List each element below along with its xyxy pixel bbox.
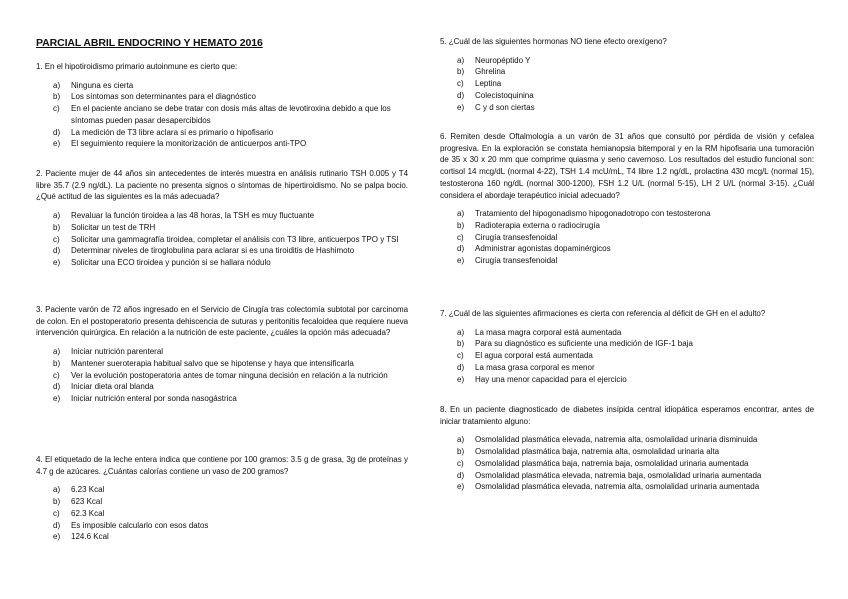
option-c: c) Solicitar una gammagrafía tiroidea, completar el análisis con T3 libre, anticuerpos TPO y TSI bbox=[53, 234, 399, 244]
option-c: c) 62.3 Kcal bbox=[53, 508, 105, 518]
option-e: e) El seguimiento requiere la monitorización de anticuerpos anti-TPO bbox=[53, 139, 307, 149]
option-d: d) Colecistoquinina bbox=[457, 90, 534, 100]
option-d: d) Es imposible calcularlo con esos datos bbox=[53, 520, 209, 530]
option-e: e) Hay una menor capacidad para el ejercicio bbox=[457, 374, 627, 384]
options-list bbox=[440, 327, 814, 386]
option-a: a) Iniciar nutrición parenteral bbox=[53, 347, 164, 357]
question-6 bbox=[440, 131, 814, 267]
options-list bbox=[440, 434, 814, 493]
option-b: b) Para su diagnóstico es suficiente una medición de IGF-1 baja bbox=[457, 339, 693, 349]
question-stem: 2. Paciente mujer de 44 años sin antecedentes de interés muestra en análisis rutinario TSH 0.005 y T4 libre 35.7 (2.9 ng/dL). La paciente no presenta signos o síntomas de hipertiroidismo. No se palpa bocio. ¿Qué actitud de las siguientes es la más adecuada? bbox=[36, 169, 408, 202]
options-list bbox=[36, 484, 408, 543]
option-d: d) Iniciar dieta oral blanda bbox=[53, 382, 154, 392]
option-d: d) Osmolalidad plasmática elevada, natremia baja, osmolalidad urinaria aumentada bbox=[457, 470, 762, 480]
option-d: d) La masa grasa corporal es menor bbox=[457, 362, 595, 372]
option-b: b) Osmolalidad plasmática baja, natremia alta, osmolalidad urinaria alta bbox=[457, 447, 720, 457]
options-list bbox=[36, 80, 408, 150]
option-c: c) El agua corporal está aumentada bbox=[457, 351, 593, 361]
question-2 bbox=[36, 168, 408, 269]
option-a: a) Tratamiento del hipogonadismo hipogonadotropo con testosterona bbox=[457, 209, 711, 219]
question-stem: 1. En el hipotiroidismo primario autoinmune es cierto que: bbox=[36, 62, 238, 71]
option-a: a) Neuropéptido Y bbox=[457, 55, 531, 65]
option-b: b) Ghrelina bbox=[457, 67, 506, 77]
option-e: e) C y d son ciertas bbox=[457, 102, 535, 112]
option-c: c) Cirugía transesfenoidal bbox=[457, 232, 558, 242]
option-c: c) Leptina bbox=[457, 79, 502, 89]
question-1 bbox=[36, 61, 408, 150]
options-list bbox=[36, 210, 408, 269]
options-list bbox=[36, 346, 408, 405]
question-stem: 8. En un paciente diagnosticado de diabetes insípida central idiopática esperamos encontrar, antes de iniciar tratamiento alguno: bbox=[440, 405, 814, 426]
option-b: b) Radioterapia externa o radiocirugía bbox=[457, 220, 600, 230]
option-c: c) Ver la evolución postoperatoria antes de tomar ninguna decisión en relación a la nutrición bbox=[53, 370, 388, 380]
question-stem: 3. Paciente varón de 72 años ingresado en el Servicio de Cirugía tras colectomía subtotal por carcinoma de colon. En el postoperatorio presenta dehiscencia de suturas y peritonitis fecaloidea que requiere nueva intervención quirúrgica. En relación a la nutrición de este paciente, ¿cuáles la opción más adecuada? bbox=[36, 305, 408, 338]
option-c: c) Osmolalidad plasmática baja, natremia baja, osmolalidad urinaria aumentada bbox=[457, 458, 749, 468]
options-list bbox=[440, 208, 814, 267]
option-b: b) Mantener sueroterapia habitual salvo que se hipotense y haya que intensificarla bbox=[53, 358, 354, 368]
option-a: a) La masa magra corporal está aumentada bbox=[457, 327, 622, 337]
option-e: e) 124.6 Kcal bbox=[53, 532, 109, 542]
question-stem: 5. ¿Cuál de las siguientes hormonas NO tiene efecto orexígeno? bbox=[440, 37, 667, 46]
option-b: b) Los síntomas son determinantes para el diagnóstico bbox=[53, 92, 256, 102]
page-title: PARCIAL ABRIL ENDOCRINO Y HEMATO 2016 bbox=[36, 37, 263, 49]
option-e: e) Osmolalidad plasmática elevada, natremia alta, osmolalidad urinaria aumentada bbox=[457, 482, 760, 492]
option-e: e) Cirugía transesfenoidal bbox=[457, 256, 558, 266]
question-stem: 4. El etiquetado de la leche entera indica que contiene por 100 gramos: 3.5 g de grasa, 3g de proteínas y 4.7 g de azúcares. ¿Cuántas calorías contiene un vaso de 200 gramos? bbox=[36, 455, 408, 476]
question-5 bbox=[440, 36, 814, 113]
option-a: a) Revaluar la función tiroidea a las 48 horas, la TSH es muy fluctuante bbox=[53, 211, 315, 221]
question-stem: 6. Remiten desde Oftalmología a un varón de 31 años que consultó por pérdida de visión y cefalea progresiva. En la exploración se constata hemianopsia bitemporal y en la RM hipofisaria una tumoración de 35 x 30 x 20 mm que comprime quiasma y seno cavernoso. Los resultados del estudio funcional son: cortisol 14 mcg/dL (normal 4-22), TSH 1.4 mcU/mL, T4 libre 1.2 ng/dL, prolactina 430 mcg/L (normal 15), testosterona 160 ng/dL (normal 300-1200), FSH 1.2 U/L (normal 5-15), LH 2 U/L (normal 3-15). ¿Cuál considera el abordaje terapéutico inicial adecuado? bbox=[440, 132, 814, 200]
option-a: a) 6.23 Kcal bbox=[53, 485, 105, 495]
question-7 bbox=[440, 308, 814, 385]
question-3 bbox=[36, 304, 408, 405]
option-e: e) Solicitar una ECO tiroidea y punción si se hallara nódulo bbox=[53, 257, 271, 267]
option-a: a) Ninguna es cierta bbox=[53, 80, 134, 90]
question-4 bbox=[36, 454, 408, 543]
option-d: d) Administrar agonistas dopaminérgicos bbox=[457, 244, 611, 254]
option-d: d) Determinar niveles de tiroglobulina para aclarar si es una tiroiditis de Hashimoto bbox=[53, 246, 355, 256]
option-e: e) Iniciar nutrición enteral por sonda nasogástrica bbox=[53, 393, 237, 403]
question-stem: 7. ¿Cuál de las siguientes afirmaciones es cierta con referencia al déficit de GH en el adulto? bbox=[440, 309, 766, 318]
question-8 bbox=[440, 404, 814, 493]
options-list bbox=[440, 55, 814, 114]
option-b: b) Solicitar un test de TRH bbox=[53, 222, 156, 232]
option-d: d) La medición de T3 libre aclara si es primario o hipofisario bbox=[53, 127, 274, 137]
option-c: c) En el paciente anciano se debe tratar con dosis más altas de levotiroxina debido a que los síntomas pueden pasar desapercibidos bbox=[53, 104, 391, 125]
option-a: a) Osmolalidad plasmática elevada, natremia alta, osmolalidad urinaria disminuida bbox=[457, 435, 758, 445]
option-b: b) 623 Kcal bbox=[53, 497, 103, 507]
